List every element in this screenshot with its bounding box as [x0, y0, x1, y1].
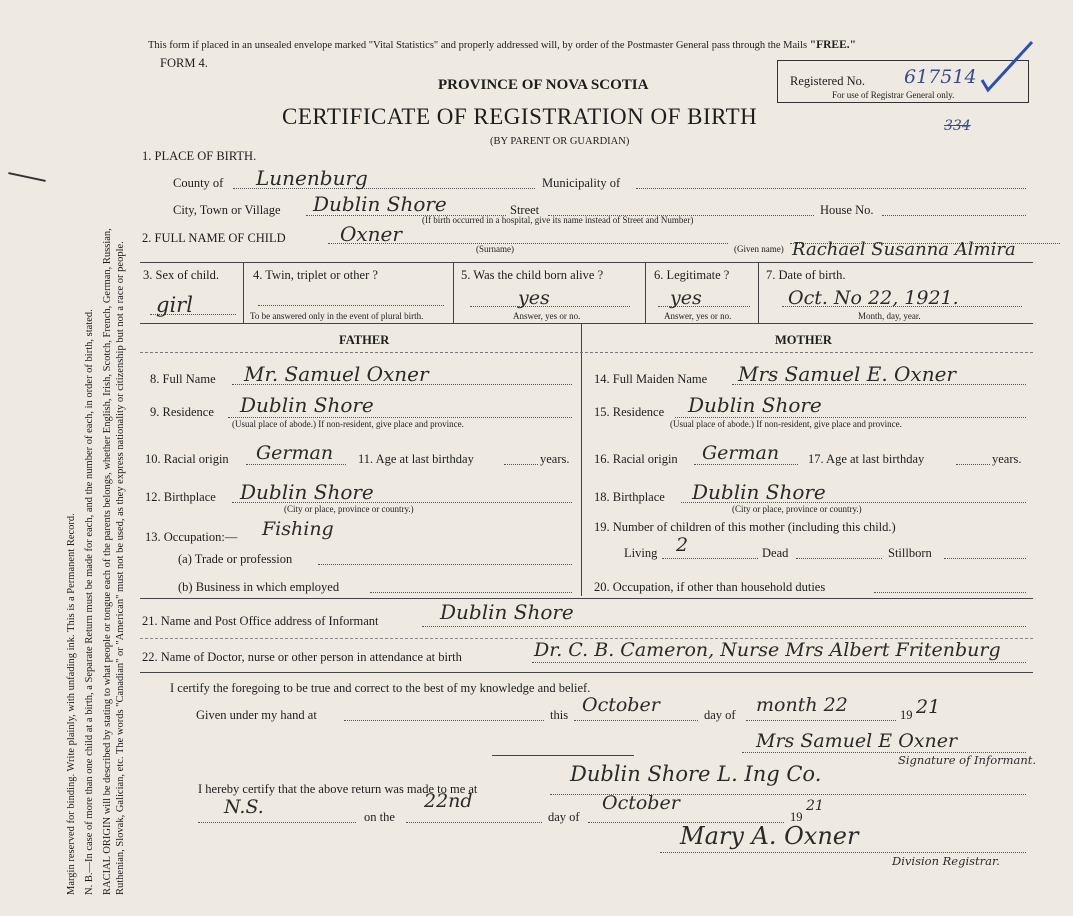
province-abbrev: N.S.: [224, 796, 264, 818]
father-racial-origin: German: [256, 442, 334, 464]
check-mark-icon: [978, 38, 1036, 96]
informant-signature-label: Signature of Informant.: [898, 753, 1037, 767]
municipality-label: Municipality of: [542, 176, 621, 190]
county-label: County of: [173, 176, 224, 190]
date-note: Month, day, year.: [858, 311, 921, 321]
legitimate-note: Answer, yes or no.: [664, 311, 732, 321]
informant-label: 21. Name and Post Office address of Informant: [142, 614, 379, 628]
legitimate-value: yes: [670, 287, 702, 309]
registrar-note: For use of Registrar General only.: [832, 90, 955, 100]
mother-birthplace-label: 18. Birthplace: [594, 490, 665, 504]
place-of-birth-heading: 1. PLACE OF BIRTH.: [142, 149, 257, 163]
registrar-label: Division Registrar.: [892, 854, 1000, 868]
on-the-label: on the: [364, 810, 395, 824]
doctor-value: Dr. C. B. Cameron, Nurse Mrs Albert Fritenburg: [534, 639, 1001, 661]
twin-note: To be answered only in the event of plural birth.: [250, 311, 424, 321]
father-birthplace: Dublin Shore: [240, 480, 374, 504]
day-of-label: day of: [704, 708, 736, 722]
mother-heading: MOTHER: [775, 333, 832, 347]
twin-label: 4. Twin, triplet or other ?: [253, 268, 378, 282]
father-residence-note: (Usual place of abode.) If non-resident, give place and province.: [232, 419, 464, 429]
on-the-value: 22nd: [424, 790, 473, 812]
informant-signature: Mrs Samuel E Oxner: [756, 730, 958, 752]
city-label: City, Town or Village: [173, 203, 281, 217]
alive-label: 5. Was the child born alive ?: [461, 268, 604, 282]
this-value: October: [582, 694, 660, 716]
side-note-racial-origin-2: Ruthenian, Slovak, Galician, etc. The words "Canadian" or "American" must not be used, as they express nationality or citizenship but not a race or people.: [115, 241, 126, 895]
side-note-multiple-births: N. B.—In case of more than one child at a birth, a Separate Return must be made for each, and the number of each, in order of birth, stated.: [84, 309, 95, 895]
father-occupation-label: 13. Occupation:—: [145, 530, 238, 544]
side-note-binding: Margin reserved for binding. Write plainly, with unfading ink. This is a Permanent Record.: [66, 513, 77, 895]
registrar-signature: Mary A. Oxner: [680, 822, 859, 850]
mother-occupation-label: 20. Occupation, if other than household duties: [594, 580, 826, 594]
trade-label: (a) Trade or profession: [178, 552, 293, 566]
page-title: CERTIFICATE OF REGISTRATION OF BIRTH: [282, 104, 758, 129]
page-subtitle: (BY PARENT OR GUARDIAN): [490, 136, 630, 147]
return-place: Dublin Shore L. Ing Co.: [570, 762, 822, 786]
dead-label: Dead: [762, 546, 789, 560]
father-name: Mr. Samuel Oxner: [244, 362, 429, 386]
city-value: Dublin Shore: [313, 192, 447, 216]
father-racial-label: 10. Racial origin: [145, 452, 229, 466]
mother-birthplace: Dublin Shore: [692, 480, 826, 504]
registered-label: Registered No.: [790, 74, 865, 88]
business-label: (b) Business in which employed: [178, 580, 340, 594]
mother-residence: Dublin Shore: [688, 393, 822, 417]
mother-age-label: 17. Age at last birthday: [808, 452, 925, 466]
mother-name: Mrs Samuel E. Oxner: [738, 362, 956, 386]
child-surname: Oxner: [340, 222, 402, 246]
legitimate-label: 6. Legitimate ?: [654, 268, 730, 282]
day-of-value: month 22: [756, 694, 848, 716]
father-name-label: 8. Full Name: [150, 372, 216, 386]
certify-text: I certify the foregoing to be true and correct to the best of my knowledge and belief.: [170, 681, 591, 695]
father-occupation: Fishing: [262, 518, 334, 540]
mother-birthplace-note: (City or place, province or country.): [732, 504, 862, 514]
house-label: House No.: [820, 203, 874, 217]
return-label: I hereby certify that the above return was made to me at: [198, 782, 478, 796]
sex-value: girl: [156, 293, 193, 317]
surname-note: (Surname): [476, 244, 514, 254]
informant-address: Dublin Shore: [440, 600, 574, 624]
living-label: Living: [624, 546, 658, 560]
year-prefix-2: 19: [790, 810, 803, 824]
sex-label: 3. Sex of child.: [143, 268, 220, 282]
date-label: 7. Date of birth.: [766, 268, 846, 282]
postal-note: This form if placed in an unsealed envelope marked "Vital Statistics" and properly addressed will, by order of the Postmaster General pass through the Mails "FREE.": [148, 39, 857, 51]
year-prefix: 19: [900, 708, 913, 722]
alive-note: Answer, yes or no.: [513, 311, 581, 321]
mother-years-label: years.: [992, 452, 1022, 466]
father-birthplace-note: (City or place, province or country.): [284, 504, 414, 514]
living-value: 2: [676, 534, 689, 556]
mother-name-label: 14. Full Maiden Name: [594, 372, 708, 386]
father-residence: Dublin Shore: [240, 393, 374, 417]
mother-racial-label: 16. Racial origin: [594, 452, 678, 466]
this-label: this: [550, 708, 569, 722]
day-of-value-2: October: [602, 792, 680, 814]
child-given-name: Rachael Susanna Almira: [792, 239, 1016, 260]
father-residence-label: 9. Residence: [150, 405, 214, 419]
year-value-2: 21: [806, 798, 824, 814]
province-heading: PROVINCE OF NOVA SCOTIA: [438, 77, 649, 93]
children-count-label: 19. Number of children of this mother (including this child.): [594, 520, 896, 534]
given-under-label: Given under my hand at: [196, 708, 317, 722]
street-label: Street: [510, 203, 540, 217]
form-number: FORM 4.: [160, 56, 208, 70]
father-years-label: years.: [540, 452, 570, 466]
date-value: Oct. No 22, 1921.: [788, 287, 959, 309]
alive-value: yes: [518, 287, 550, 309]
father-heading: FATHER: [339, 333, 390, 347]
year-value: 21: [916, 696, 941, 718]
father-birthplace-label: 12. Birthplace: [145, 490, 216, 504]
mother-residence-label: 15. Residence: [594, 405, 665, 419]
child-name-label: 2. FULL NAME OF CHILD: [142, 231, 286, 245]
hospital-note: (If birth occurred in a hospital, give its name instead of Street and Number): [422, 215, 694, 225]
day-of-label-2: day of: [548, 810, 580, 824]
margin-number: 334: [944, 118, 971, 134]
mother-residence-note: (Usual place of abode.) If non-resident, give place and province.: [670, 419, 902, 429]
registered-number: 617514: [904, 66, 977, 88]
father-age-label: 11. Age at last birthday: [358, 452, 474, 466]
mother-racial-origin: German: [702, 442, 780, 464]
margin-mark: [8, 172, 46, 182]
given-name-note: (Given name): [734, 244, 784, 254]
side-note-racial-origin: RACIAL ORIGIN will be described by stating to what people or tongue each of the parents belongs, whether English, Irish, Scotch, French, German, Russian,: [102, 228, 113, 895]
stillborn-label: Stillborn: [888, 546, 932, 560]
county-value: Lunenburg: [256, 166, 368, 190]
doctor-label: 22. Name of Doctor, nurse or other person in attendance at birth: [142, 650, 462, 664]
